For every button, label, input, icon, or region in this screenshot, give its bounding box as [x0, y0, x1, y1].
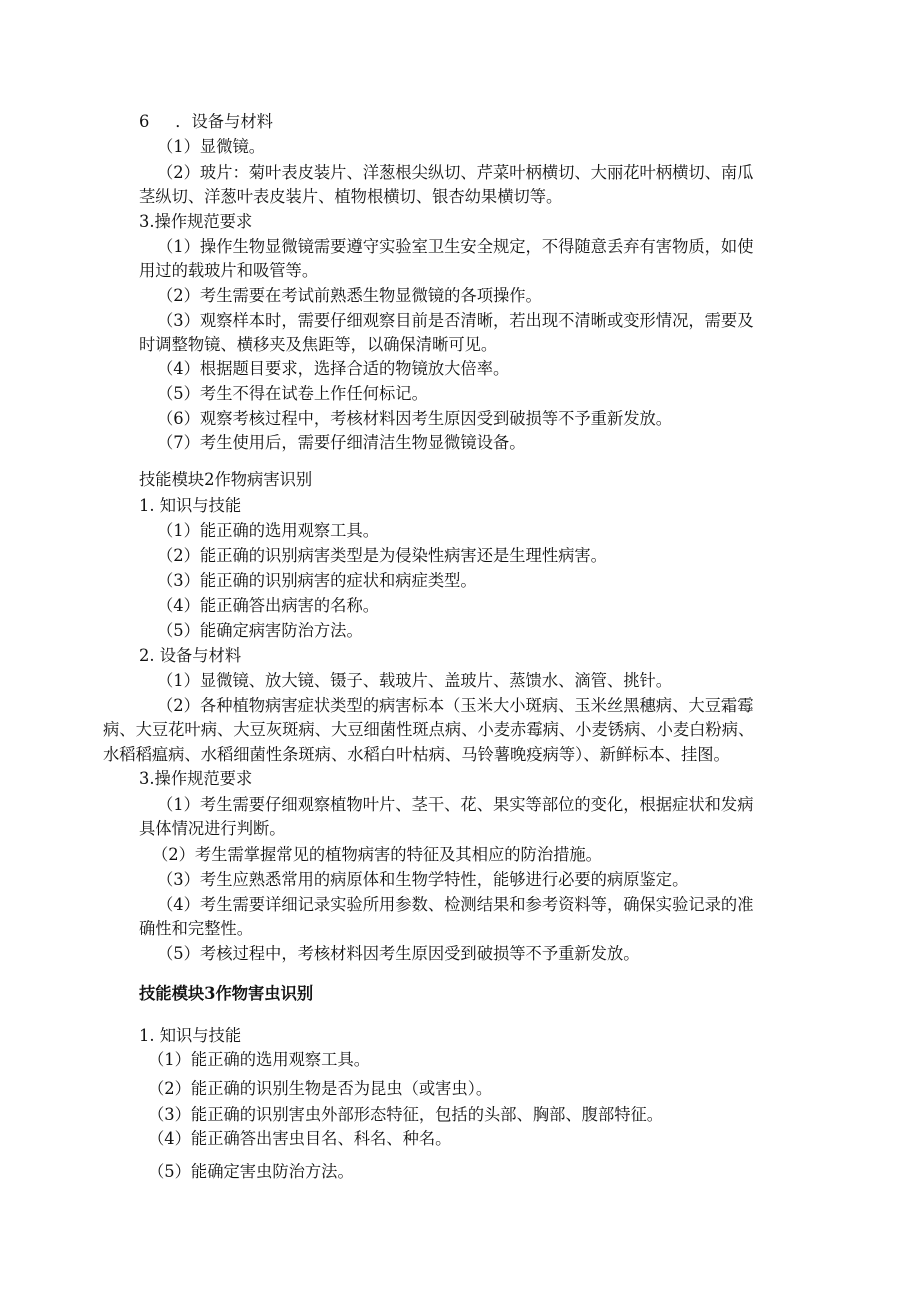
text-line: 2. 设备与材料: [139, 646, 242, 665]
text-line: （1）显微镜、放大镜、镊子、载玻片、盖玻片、蒸馈水、滴管、挑针。: [157, 671, 673, 690]
text-line: （1）显微镜。: [157, 137, 266, 156]
text-line: 技能模块2作物病害识别: [139, 470, 313, 489]
text-line: 3.操作规范要求: [139, 769, 253, 788]
text-line: （3）能正确的识别病害的症状和病症类型。: [157, 571, 477, 590]
text-line: （5）考生不得在试卷上作任何标记。: [157, 384, 428, 403]
text-line: 6 ．设备与材料: [139, 112, 273, 131]
text-line: 水稻稻瘟病、水稻细菌性条斑病、水稻白叶枯病、马铃薯晚疫病等）、新鲜标本、挂图。: [103, 745, 730, 764]
text-line: （2）各种植物病害症状类型的病害标本（玉米大小斑病、玉米丝黑穗病、大豆霜霉: [157, 696, 754, 715]
text-line: （2）考生需掌握常见的植物病害的特征及其相应的防治措施。: [152, 845, 602, 864]
text-line: （4）根据题目要求，选择合适的物镜放大倍率。: [157, 359, 510, 378]
text-line: 技能模块3作物害虫识别: [139, 984, 314, 1003]
text-line: （6）观察考核过程中，考核材料因考生原因受到破损等不予重新发放。: [157, 409, 673, 428]
text-line: 1. 知识与技能: [139, 496, 242, 515]
text-line: （2）玻片：菊叶表皮装片、洋葱根尖纵切、芹菜叶柄横切、大丽花叶柄横切、南瓜: [157, 163, 754, 182]
text-line: 3.操作规范要求: [139, 212, 253, 231]
text-line: （3）能正确的识别害虫外部形态特征，包括的头部、胸部、腹部特征。: [148, 1105, 664, 1124]
text-line: 确性和完整性。: [139, 919, 253, 938]
text-line: （5）考核过程中，考核材料因考生原因受到破损等不予重新发放。: [157, 944, 640, 963]
text-line: （1）能正确的选用观察工具。: [157, 521, 380, 540]
text-line: （1）操作生物显微镜需要遵守实验室卫生安全规定，不得随意丢弃有害物质，如使: [157, 237, 754, 256]
text-line: （5）能确定病害防治方法。: [157, 621, 363, 640]
text-line: （2）考生需要在考试前熟悉生物显微镜的各项操作。: [157, 286, 542, 305]
text-line: （5）能确定害虫防治方法。: [148, 1162, 354, 1181]
text-line: 茎纵切、洋葱叶表皮装片、植物根横切、银杏幼果横切等。: [139, 187, 563, 206]
text-line: 具体情况进行判断。: [139, 819, 286, 838]
text-line: 1. 知识与技能: [139, 1026, 242, 1045]
text-line: （4）能正确答出害虫目名、科名、种名。: [148, 1129, 452, 1148]
text-line: （4）能正确答出病害的名称。: [157, 596, 380, 615]
text-line: （1）能正确的选用观察工具。: [148, 1050, 371, 1069]
text-line: （2）能正确的识别生物是否为昆虫（或害虫）。: [148, 1079, 493, 1098]
text-line: （4）考生需要详细记录实验所用参数、检测结果和参考资料等，确保实验记录的准: [157, 895, 754, 914]
text-line: （3）观察样本时，需要仔细观察目前是否清晰，若出现不清晰或变形情况，需要及: [157, 311, 754, 330]
text-line: 时调整物镜、横移夹及焦距等，以确保清晰可见。: [139, 335, 498, 354]
text-line: 病、大豆花叶病、大豆灰斑病、大豆细菌性斑点病、小麦赤霉病、小麦锈病、小麦白粉病、: [103, 720, 755, 739]
text-line: （1）考生需要仔细观察植物叶片、茎干、花、果实等部位的变化，根据症状和发病: [157, 795, 754, 814]
text-line: （2）能正确的识别病害类型是为侵染性病害还是生理性病害。: [157, 546, 607, 565]
text-line: （3）考生应熟悉常用的病原体和生物学特性，能够进行必要的病原鉴定。: [157, 870, 689, 889]
text-line: （7）考生使用后，需要仔细清洁生物显微镜设备。: [157, 433, 526, 452]
text-line: 用过的载玻片和吸管等。: [139, 261, 319, 280]
